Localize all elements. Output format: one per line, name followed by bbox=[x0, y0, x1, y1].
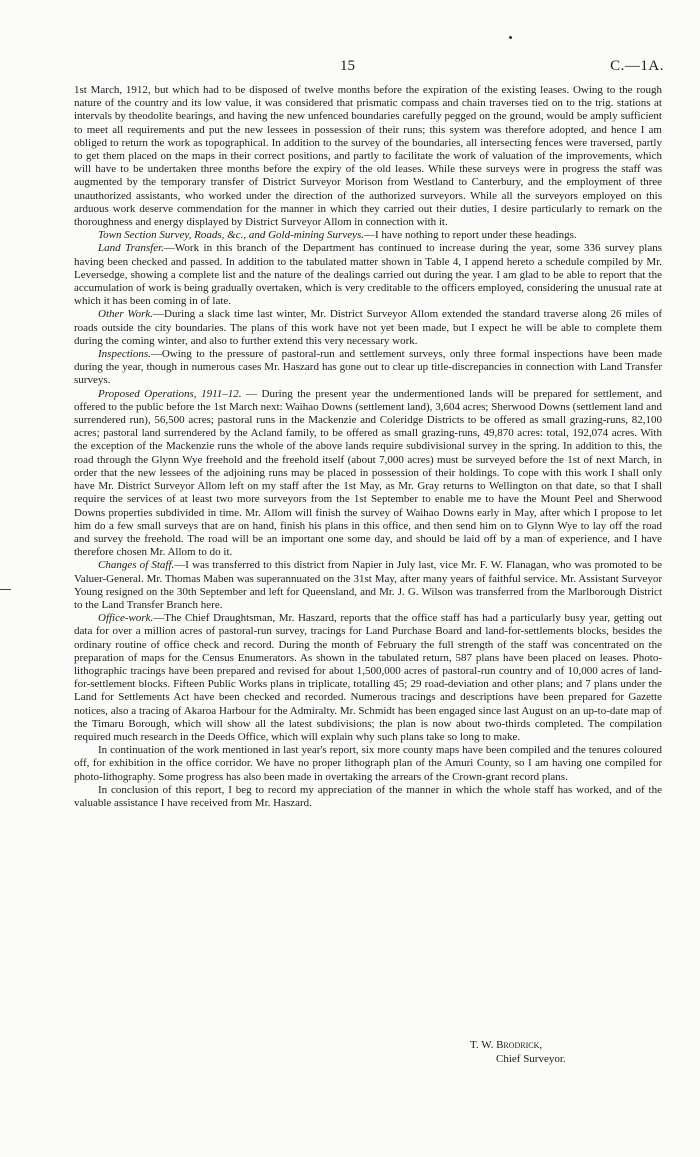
paragraph-text: —During a slack time last winter, Mr. District Surveyor Allom extended the standard traverse along 26 miles of roads outside the city boundaries. The plans of this work have not yet been made, but I expect he will be able to complete them during the coming winter, and also to further extend this very necessary work. bbox=[74, 308, 662, 347]
paragraph-text: —Work in this branch of the Department has continued to increase during the year, some 336 survey plans having been checked and passed. In addition to the tabulated matter shown in Table 4, I append hereto a schedule compiled by Mr. Leversedge, showing a complete list and the nature of the dealings carried out during the year. I am glad to be able to report that the accumulation of work is being gradually overtaken, which is very creditable to the officers employed, considering the unusual rate at which it has been coming in of late. bbox=[74, 242, 662, 308]
paragraph-heading: Changes of Staff. bbox=[98, 559, 175, 572]
paragraph-other-work bbox=[74, 308, 662, 348]
signatory-name: T. W. Brodrick, bbox=[470, 1039, 543, 1051]
paragraph-text: — During the present year the undermentioned lands will be prepared for settlement, and offered to the public before the 1st March next: Waihao Downs (settlement land), 3,604 acres; Sherwood Downs (settlement land and surrendered run), 56,500 acres; pastoral runs in the Mackenzie and Coleridge Districts to be offered as small grazing-runs, 82,100 acres; pastoral land surrendered by the Acland family, to be offered as small grazing-runs, 49,870 acres: total, 192,074 acres. With the exception of the Mackenzie runs the whole of the above lands require subdivisional survey in the spring. In addition to this, the road through the Glynn Wye freehold and the freehold itself (about 7,000 acres) must be surveyed before the 1st of next March, in order that the new lessees of the adjoining runs may be placed in possession of their holdings. To cope with this work I shall only have Mr. District Surveyor Allom left on my staff after the 1st May, as Mr. Gray returns to Wellington on that date, so that I shall require the services of at least two more surveyors from the 1st September to enable me to have the Mount Peel and Sherwood Downs properties subdivided in time. Mr. Allom will finish the survey of Waihao Downs early in May, after which I propose to let him do a few small surveys that are on hand, finish his plans in this office, and then send him on to Glynn Wye to lay off the road and survey the freehold. The road will be an important one some day, and should be laid off by a man of experience, and I have therefore chosen Mr. Allom to do it. bbox=[74, 387, 662, 559]
paragraph-county-maps bbox=[74, 744, 662, 784]
paragraph-heading: Proposed Operations, 1911–12. bbox=[98, 387, 242, 400]
paragraph-text: —I have nothing to report under these headings. bbox=[364, 229, 577, 242]
paragraph-land-transfer bbox=[74, 242, 662, 308]
signatory-title: Chief Surveyor. bbox=[496, 1053, 566, 1065]
paragraph-heading: Office-work. bbox=[98, 612, 154, 625]
page-number: 15 bbox=[340, 58, 355, 74]
paragraph-heading: Town Section Survey, Roads, &c., and Gold-mining Surveys. bbox=[98, 229, 365, 242]
paragraph-office-work bbox=[74, 612, 662, 744]
paragraph-heading: Other Work. bbox=[98, 308, 153, 321]
paragraph-proposed-operations bbox=[74, 388, 662, 560]
page-header bbox=[0, 58, 700, 78]
paragraph-text: —The Chief Draughtsman, Mr. Haszard, reports that the office staff has had a particularly busy year, getting out data for over a million acres of pastoral-run survey, tracings for Land Purchase Board and land-for-settlements blocks, besides the ordinary routine of office check and record. During the month of February the full strength of the staff was concentrated on the preparation of maps for the Census Enumerators. As shown in the tabulated return, 587 plans have been placed on leases. Photo-lithographic tracings have been prepared and revised for about 1,500,000 acres of pastoral-run country and of 10,000 acres of land-for-settlement blocks. Fifteen Public Works plans in triplicate, totalling 45; 29 road-deviation and other plans; and 7 plans under the Land for Settlements Act have been checked and recorded. Numerous tracings and descriptions have been prepared for Gazette notices, also a tracing of Akaroa Harbour for the Admiralty. Mr. Schmidt has been engaged since last August on an up-to-date map of the Timaru Borough, which will show all the latest subdivisions; the plan is now about two-thirds completed. The compilation required much research in the Deeds Office, which will explain why such plans take so long to make. bbox=[74, 612, 662, 743]
paragraph-text: —I was transferred to this district from Napier in July last, vice Mr. F. W. Flanagan, who was promoted to be Valuer-General. Mr. Thomas Maben was superannuated on the 31st May, after many years of faithful service. Mr. Assistant Surveyor Young resigned on the 30th September and left for Queensland, and Mr. J. G. Wilson was transferred from the Marlborough District to the Land Transfer Branch here. bbox=[74, 559, 662, 611]
paragraph-inspections bbox=[74, 348, 662, 388]
paragraph-text: In conclusion of this report, I beg to record my appreciation of the manner in which the whole staff has worked, and of the valuable assistance I have received from Mr. Haszard. bbox=[74, 783, 662, 809]
paragraph-text: 1st March, 1912, but which had to be disposed of twelve months before the expiration of the existing leases. Owing to the rough nature of the country and its low value, it was considered that prismatic compass and chain traverses tied on to the trig. stations at intervals by theodolite bearings, and having the new unfenced boundaries carefully pegged on the ground, would be amply sufficient to meet all requirements and put the new lessees in possession of their runs; this system was therefore adopted, and hence I am obliged to return the work as topographical. In addition to the survey of the boundaries, all intersecting fences were traversed, partly to get them placed on the maps in their correct positions, and partly to facilitate the work of valuation of the improvements, which will have to be undertaken three months before the expiry of the old leases. While these surveys were in progress the staff was augmented by the temporary transfer of District Surveyor Morison from Westland to Canterbury, and the employment of three unauthorized assistants, who worked under the direction of the authorized surveyors. While all the surveyors employed on this arduous work deserve commendation for the manner in which they carried out their duties, I desire particularly to remark on the thoroughness and energy displayed by District Surveyor Allom in connection with it. bbox=[74, 84, 662, 229]
margin-mark bbox=[0, 589, 11, 590]
paragraph-town-section-survey bbox=[74, 229, 662, 242]
document-reference: C.—1A. bbox=[610, 58, 664, 74]
paragraph-continuation bbox=[74, 84, 662, 229]
paragraph-text: In continuation of the work mentioned in last year's report, six more county maps have been compiled and the tenures coloured off, for exhibition in the office corridor. We have no proper lithograph plan of the Amuri County, so I am having one compiled for photo-lithography. Some progress has also been made in overtaking the arrears of the Crown-grant record plans. bbox=[74, 744, 662, 783]
paragraph-text: —Owing to the pressure of pastoral-run and settlement surveys, only three formal inspections have been made during the year, though in numerous cases Mr. Haszard has gone out to clear up title-discrepancies in connection with Land Transfer surveys. bbox=[74, 348, 662, 387]
signature-block bbox=[470, 1038, 660, 1066]
paragraph-heading: Land Transfer. bbox=[98, 242, 164, 255]
paragraph-changes-of-staff bbox=[74, 559, 662, 612]
paragraph-heading: Inspections. bbox=[98, 348, 151, 361]
report-body bbox=[74, 84, 662, 810]
scan-mark bbox=[509, 36, 512, 39]
paragraph-conclusion bbox=[74, 784, 662, 810]
